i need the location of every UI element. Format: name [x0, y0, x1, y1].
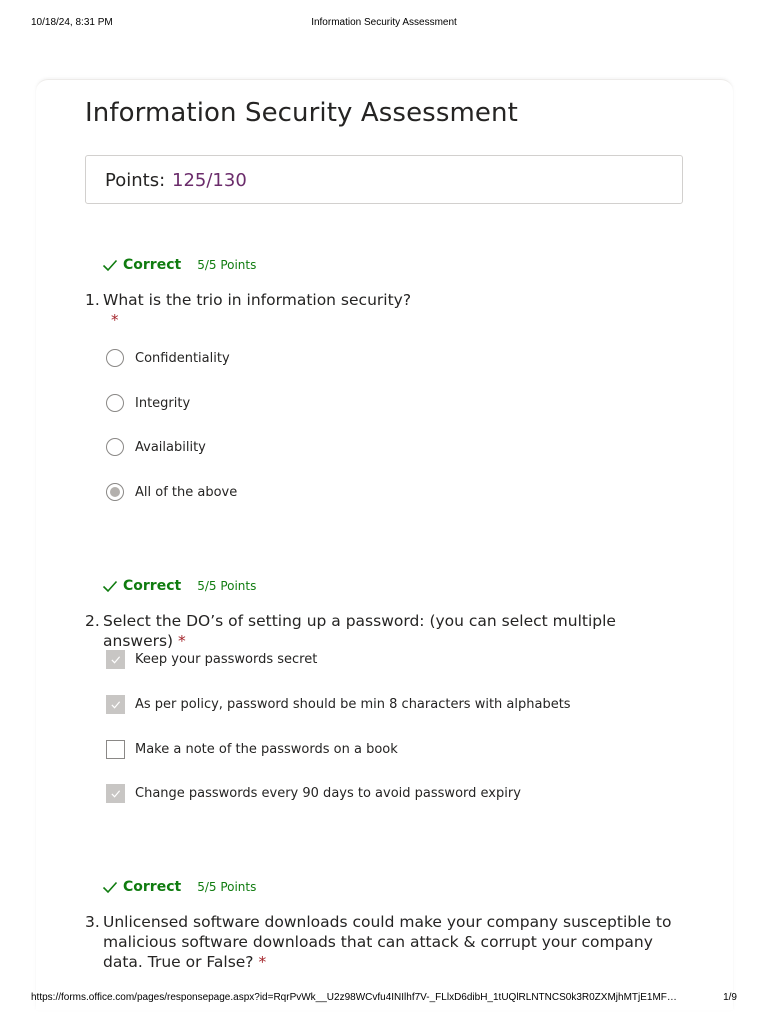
correct-label: Correct — [123, 879, 182, 895]
radio-button[interactable] — [106, 438, 124, 456]
checkbox-checked[interactable] — [106, 650, 125, 669]
question-text — [103, 611, 683, 651]
question-3-result — [102, 877, 256, 897]
question-text-content: Unlicensed software downloads could make your company susceptible to malicious software downloads that can attack & corrupt your company data. True or False? — [103, 913, 672, 971]
points-label: Points: — [105, 170, 166, 191]
option-label: Keep your passwords secret — [135, 651, 318, 667]
points-summary — [85, 155, 683, 204]
option-label: Integrity — [135, 395, 191, 411]
print-datetime: 10/18/24, 8:31 PM — [31, 17, 113, 28]
correct-label: Correct — [123, 578, 182, 594]
checkbox-checked[interactable] — [106, 784, 125, 803]
option-label: Make a note of the passwords on a book — [135, 741, 398, 757]
radio-option-selected[interactable] — [106, 481, 237, 503]
question-points: 5/5 Points — [197, 258, 257, 272]
points-value: 125/130 — [172, 170, 247, 191]
required-mark: * — [258, 953, 267, 971]
check-icon — [110, 788, 121, 799]
option-label: All of the above — [135, 484, 238, 500]
required-mark: * — [178, 632, 186, 650]
print-header — [31, 17, 737, 31]
checkbox-option-checked[interactable] — [106, 782, 521, 804]
option-label: As per policy, password should be min 8 characters with alphabets — [135, 696, 571, 712]
question-number: 1. — [85, 291, 100, 309]
question-points: 5/5 Points — [197, 880, 257, 894]
radio-option[interactable] — [106, 436, 206, 458]
checkbox-option[interactable] — [106, 738, 398, 760]
checkbox[interactable] — [106, 740, 125, 759]
question-2-result — [102, 576, 256, 596]
checkbox-checked[interactable] — [106, 695, 125, 714]
radio-button[interactable] — [106, 349, 124, 367]
radio-button-selected[interactable] — [106, 483, 124, 501]
option-label: Change passwords every 90 days to avoid password expiry — [135, 785, 521, 801]
checkmark-icon — [102, 257, 118, 273]
print-doc-title: Information Security Assessment — [311, 17, 457, 28]
check-icon — [110, 699, 121, 710]
option-label: Confidentiality — [135, 350, 230, 366]
question-points: 5/5 Points — [197, 579, 257, 593]
question-text-content: Select the DO’s of setting up a password: (you can select multiple answers) — [103, 612, 616, 650]
option-label: Availability — [135, 439, 206, 455]
page-url: https://forms.office.com/pages/responsepage.aspx?id=RqrPvWk__U2z98WCvfu4INIlhf7V-_FLlxD6dibH_1tUQlRLNTNCS0k3R0ZXMjhMTjE1MF… — [31, 992, 677, 1003]
required-mark: * — [111, 311, 119, 329]
checkbox-option-checked[interactable] — [106, 693, 571, 715]
question-number: 3. — [85, 913, 100, 931]
question-text — [103, 912, 673, 972]
form-card — [36, 79, 733, 1010]
form-title: Information Security Assessment — [85, 98, 518, 128]
question-number: 2. — [85, 612, 100, 630]
check-icon — [110, 654, 121, 665]
radio-option[interactable] — [106, 347, 230, 369]
question-1-result — [102, 255, 256, 275]
question-text: What is the trio in information security? — [103, 291, 412, 309]
correct-label: Correct — [123, 257, 182, 273]
print-footer — [31, 992, 737, 1006]
page-number: 1/9 — [723, 992, 737, 1003]
checkmark-icon — [102, 578, 118, 594]
radio-option[interactable] — [106, 392, 190, 414]
checkmark-icon — [102, 879, 118, 895]
radio-button[interactable] — [106, 394, 124, 412]
checkbox-option-checked[interactable] — [106, 648, 317, 670]
